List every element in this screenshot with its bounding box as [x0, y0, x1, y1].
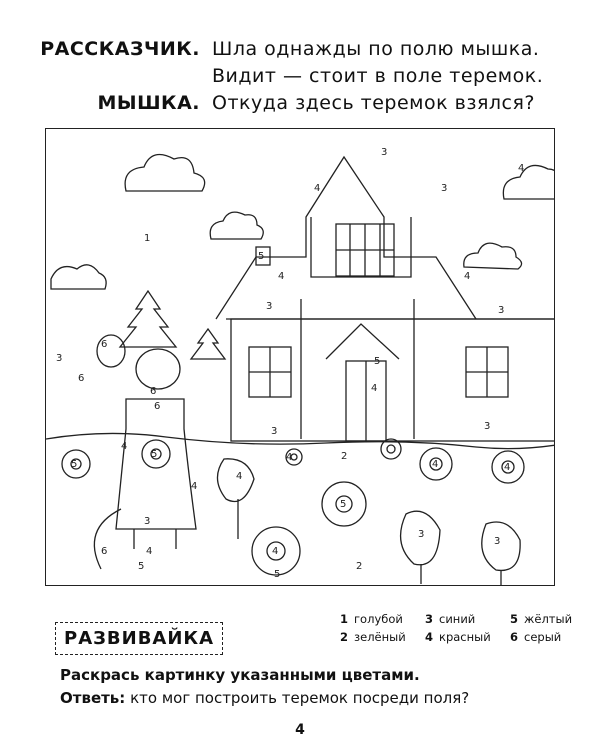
svg-text:4: 4	[518, 163, 525, 174]
speaker-mouse: МЫШКА.	[97, 92, 200, 114]
question-text: кто мог построить теремок посреди поля?	[130, 689, 470, 707]
cloud-left	[125, 155, 205, 192]
legend-item-3: 3 синий	[425, 612, 476, 626]
cloud-mid-right	[464, 243, 522, 269]
svg-text:4: 4	[371, 383, 378, 394]
svg-text:4: 4	[121, 441, 128, 452]
task-question	[60, 689, 469, 707]
svg-text:5: 5	[274, 569, 281, 580]
svg-text:4: 4	[286, 452, 293, 463]
svg-text:4: 4	[314, 183, 321, 194]
svg-text:3: 3	[381, 147, 388, 158]
svg-text:4: 4	[146, 546, 153, 557]
svg-text:5: 5	[151, 449, 158, 460]
page-number: 4	[295, 722, 305, 738]
legend-item-1: 1 голубой	[340, 612, 403, 626]
tree-left	[120, 291, 176, 347]
svg-text:3: 3	[418, 529, 425, 540]
answer-label: Ответь:	[60, 689, 126, 707]
svg-text:6: 6	[154, 401, 161, 412]
svg-text:5: 5	[340, 499, 347, 510]
svg-text:4: 4	[464, 271, 471, 282]
dialog-text-1: Шла однажды по полю мышка.	[212, 38, 540, 60]
speaker-narrator: РАССКАЗЧИК.	[40, 38, 200, 60]
svg-text:3: 3	[494, 536, 501, 547]
svg-text:3: 3	[56, 353, 63, 364]
svg-text:3: 3	[271, 426, 278, 437]
svg-text:3: 3	[266, 301, 273, 312]
flowers	[62, 439, 524, 585]
cloud-right	[503, 165, 555, 199]
legend-item-4: 4 красный	[425, 630, 491, 644]
cloud-far-left	[51, 265, 106, 289]
svg-text:5: 5	[374, 356, 381, 367]
legend-item-6: 6 серый	[510, 630, 562, 644]
svg-text:4: 4	[278, 271, 285, 282]
svg-text:3: 3	[498, 305, 505, 316]
svg-text:6: 6	[101, 339, 108, 350]
svg-text:6: 6	[78, 373, 85, 384]
dialog-text-3: Откуда здесь теремок взялся?	[212, 92, 535, 114]
coloring-drawing	[46, 129, 555, 586]
tree-right	[191, 329, 225, 359]
svg-text:6: 6	[150, 386, 157, 397]
task-instruction: Раскрась картинку указанными цветами.	[60, 666, 420, 684]
svg-text:2: 2	[341, 451, 348, 462]
svg-text:4: 4	[432, 459, 439, 470]
svg-text:1: 1	[144, 233, 151, 244]
legend-item-2: 2 зелёный	[340, 630, 406, 644]
svg-text:3: 3	[144, 516, 151, 527]
cloud-mid-left	[210, 212, 263, 239]
legend-item-5: 5 жёлтый	[510, 612, 573, 626]
region-numbers	[56, 147, 524, 580]
svg-text:4: 4	[504, 462, 511, 473]
svg-text:5: 5	[258, 251, 265, 262]
svg-text:4: 4	[191, 481, 198, 492]
svg-text:6: 6	[101, 546, 108, 557]
svg-text:2: 2	[356, 561, 363, 572]
mouse	[94, 335, 196, 569]
dialog-line-2	[0, 65, 600, 89]
svg-text:4: 4	[236, 471, 243, 482]
svg-text:3: 3	[484, 421, 491, 432]
section-label: РАЗВИВАЙКА	[55, 622, 223, 655]
svg-text:4: 4	[272, 546, 279, 557]
svg-text:5: 5	[71, 459, 78, 470]
dialog-line-1	[0, 38, 600, 62]
dialog-text-2: Видит — стоит в поле теремок.	[212, 65, 544, 87]
svg-text:3: 3	[441, 183, 448, 194]
dialog-line-3	[0, 92, 600, 116]
coloring-picture	[45, 128, 555, 586]
svg-text:5: 5	[138, 561, 145, 572]
